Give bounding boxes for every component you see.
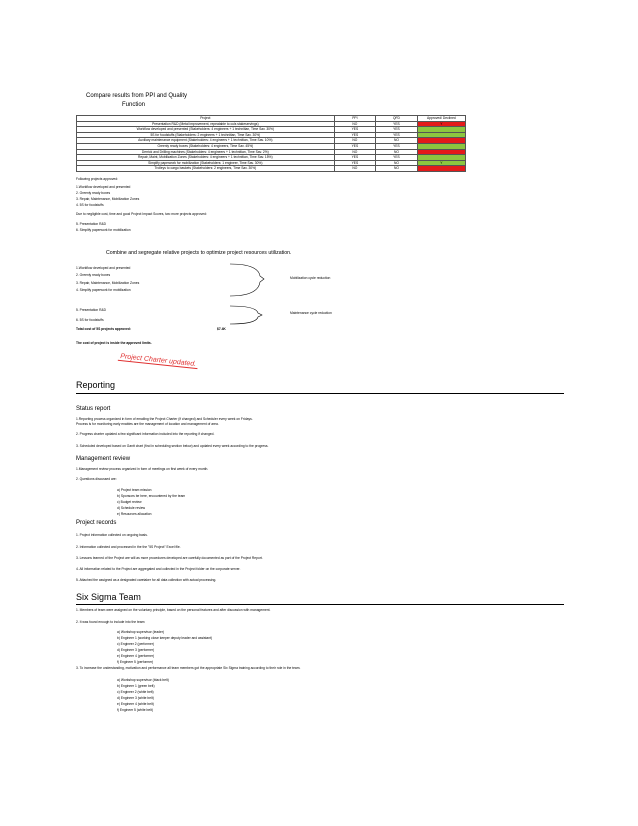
status-item: 2. Progress charter updated a few significant information included into the reporting if changed.: [76, 432, 215, 436]
approved-note: Due to negligible cost, time and good Project Impact Scores, two more projects approved:: [76, 212, 207, 216]
qfd-cell: YES: [376, 143, 418, 149]
page-title-line2: Function: [122, 102, 146, 108]
page-title: Compare results from PPI and Quality: [86, 93, 188, 99]
header-ppi: PPI: [334, 116, 376, 122]
reporting-divider: [76, 393, 564, 394]
group1-item: 4. Simplify paperwork for mobilization: [76, 288, 131, 292]
project-cell: Derrick and Drilling machines (Stakeholders: 4 engineers + 1 technitian, Time Sav. 2%): [77, 149, 335, 155]
project-cell: Auxiliary maintenance equipment (Stakeholders: 4 engineers + 1 technitian, Time Sav. 10%): [77, 138, 335, 144]
total-value: $7.4K: [217, 327, 226, 331]
group2-item: 5. Presentation R&D: [76, 308, 107, 312]
team-member: e) Engineer 4 (performer): [117, 654, 155, 658]
ppi-cell: YES: [334, 160, 376, 166]
status-cell: Y: [417, 121, 465, 127]
status-heading: Status report: [76, 406, 111, 412]
review-item: 1.Management review process organized in form of meetings on first week of every month.: [76, 467, 209, 471]
qfd-cell: NO: [376, 138, 418, 144]
review-sub: d) Schedule review: [117, 506, 146, 510]
ppi-cell: NO: [334, 149, 376, 155]
records-item: 5. Attached the assigned as a designated caretaker for all data collection with actual processing.: [76, 578, 217, 582]
records-item: 4. All information related to the Project are aggregated and collected in the Project folder on the corporate server.: [76, 567, 241, 571]
qfd-cell: NO: [376, 166, 418, 172]
records-item: 1. Project information collected on ongoing basis.: [76, 533, 148, 537]
approved-item: 2. Greenly ready boxes: [76, 191, 111, 195]
status-item: 1.Reporting process organized in form of emailing the Project Charter (if changed) and Scheduler every week on Fridays.: [76, 417, 253, 421]
table-row: [77, 166, 466, 172]
belt-member: b) Engineer 1 (green belt): [117, 684, 155, 688]
team-member: d) Engineer 3 (performer): [117, 648, 155, 652]
brace-group1: [228, 262, 288, 298]
approved-item: 4. 5S for foodstuffs: [76, 203, 104, 207]
status-item: Process is for monitoring early enables are the management of location and management of area.: [76, 422, 219, 426]
six-sigma-divider: [76, 604, 564, 605]
records-item: 3. Lessons learned of the Project are will as more procedures developed are carefully documented as part of the Project Report.: [76, 556, 263, 560]
qfd-cell: YES: [376, 155, 418, 161]
review-item: 2. Questions discussed are:: [76, 477, 117, 481]
team-member: c) Engineer 2 (performer): [117, 642, 155, 646]
header-status: Approved/ Declined: [417, 116, 465, 122]
qfd-cell: YES: [376, 132, 418, 138]
ppi-cell: YES: [334, 143, 376, 149]
group1-label: Mobilization cycle reduction: [290, 276, 331, 280]
project-cell: 5S for foodstuffs (Stakeholders: 2 engineers + 1 technitian, Time Sav. 30%): [77, 132, 335, 138]
records-item: 2. Information collected and processed in the the "5S Project" Excel file.: [76, 545, 181, 549]
review-sub: a) Project team mission: [117, 488, 152, 492]
ppi-cell: NO: [334, 138, 376, 144]
approved-extra: 6. Simplify paperwork for mobilization: [76, 228, 131, 232]
project-cell: Simplify paperwork for mobilization (Stakeholders: 1 engineer, Time Sav. 30%): [77, 160, 335, 166]
header-project: Project: [77, 116, 335, 122]
group2-label: Maintenance cycle reduction: [290, 311, 332, 315]
team-member: a) Workshop supervisor (leader): [117, 630, 165, 634]
brace-group2: [228, 304, 288, 326]
status-item: 3. Scheduled developed based on Gantt chart (find in scheduling section below) and updated every week according to the progress.: [76, 444, 269, 448]
ppi-cell: YES: [334, 127, 376, 133]
belt-member: d) Engineer 3 (white belt): [117, 696, 154, 700]
approved-item: 3. Repair, Maintenance, Mobilization Zones: [76, 197, 140, 201]
qfd-cell: NO: [376, 149, 418, 155]
approved-item: 1.Workflow developed and presented: [76, 185, 131, 189]
project-cell: Repair, Maint, Mobilization Zones (Stakeholders: 4 engineers + 1 technitian, Time Sav. 15%): [77, 155, 335, 161]
belt-member: e) Engineer 4 (white belt): [117, 702, 154, 706]
review-heading: Management review: [76, 456, 131, 462]
group1-item: 3. Repair, Maintenance, Mobilization Zones: [76, 281, 140, 285]
project-cell: Trolleys to cargo baskets (Stakeholders: 2 engineers, Time Sav. 30%): [77, 166, 335, 172]
review-sub: e) Resources allocation: [117, 512, 152, 516]
belt-member: a) Workshop supervisor (black belt): [117, 678, 169, 682]
ppi-cell: YES: [334, 155, 376, 161]
six-sigma-item: 1. Members of team were assigned on the voluntary principle, based on the personal features and after discussion with management.: [76, 608, 271, 612]
six-sigma-item3: 3. To increase the understanding, motivation and performance all team members got the appropriate Six Sigma training according to their role in the team.: [76, 666, 301, 670]
qfd-cell: YES: [376, 127, 418, 133]
belt-member: f) Engineer 5 (white belt): [117, 708, 153, 712]
group1-item: 1.Workflow developed and presented: [76, 266, 131, 270]
group2-item: 6. 5S for foodstuffs: [76, 318, 104, 322]
total-label: Total cost of 5S projects approved:: [76, 327, 131, 331]
project-cell: Workflow developed and presented (Stakeholders: 4 engineers + 1 technitian, Time Sav. 30%): [77, 127, 335, 133]
header-qfd: QFD: [376, 116, 418, 122]
review-sub: c) Budget review: [117, 500, 142, 504]
qfd-cell: NO: [376, 160, 418, 166]
ppi-cell: NO: [334, 166, 376, 172]
project-cell: Presentation R&D (Metal improvement, repeatable to culs stakeservings): [77, 121, 335, 127]
total-note: The cost of project is inside the approved limits.: [76, 341, 152, 345]
records-heading: Project records: [76, 520, 117, 526]
belt-member: c) Engineer 2 (white belt): [117, 690, 154, 694]
six-sigma-heading: Six Sigma Team: [76, 592, 141, 602]
approved-intro: Following projects approved:: [76, 177, 118, 181]
team-member: f) Engineer 5 (performer): [117, 660, 154, 664]
review-sub: b) Sponsors be here, encountered by the team: [117, 494, 186, 498]
status-cell: Y: [417, 160, 465, 166]
combine-heading: Combine and segregate relative projects to optimize project resources utilization.: [106, 250, 292, 256]
six-sigma-item: 2. It was found enough to include into the team:: [76, 620, 146, 624]
group1-item: 2. Greenly ready boxes: [76, 273, 111, 277]
approved-extra: 5. Presentation R&D: [76, 222, 107, 226]
comparison-table: [76, 115, 466, 172]
ppi-cell: NO: [334, 121, 376, 127]
status-cell: [417, 166, 465, 172]
reporting-heading: Reporting: [76, 380, 116, 390]
ppi-cell: YES: [334, 132, 376, 138]
qfd-cell: YES: [376, 121, 418, 127]
charter-stamp: Project Charter updated.: [118, 353, 199, 369]
team-member: b) Engineer 1 (working close keeper deputy leader and assistant): [117, 636, 213, 640]
project-cell: Greenly ready boxes (Stakeholders: 4 engineers, Time Sav. 45%): [77, 143, 335, 149]
